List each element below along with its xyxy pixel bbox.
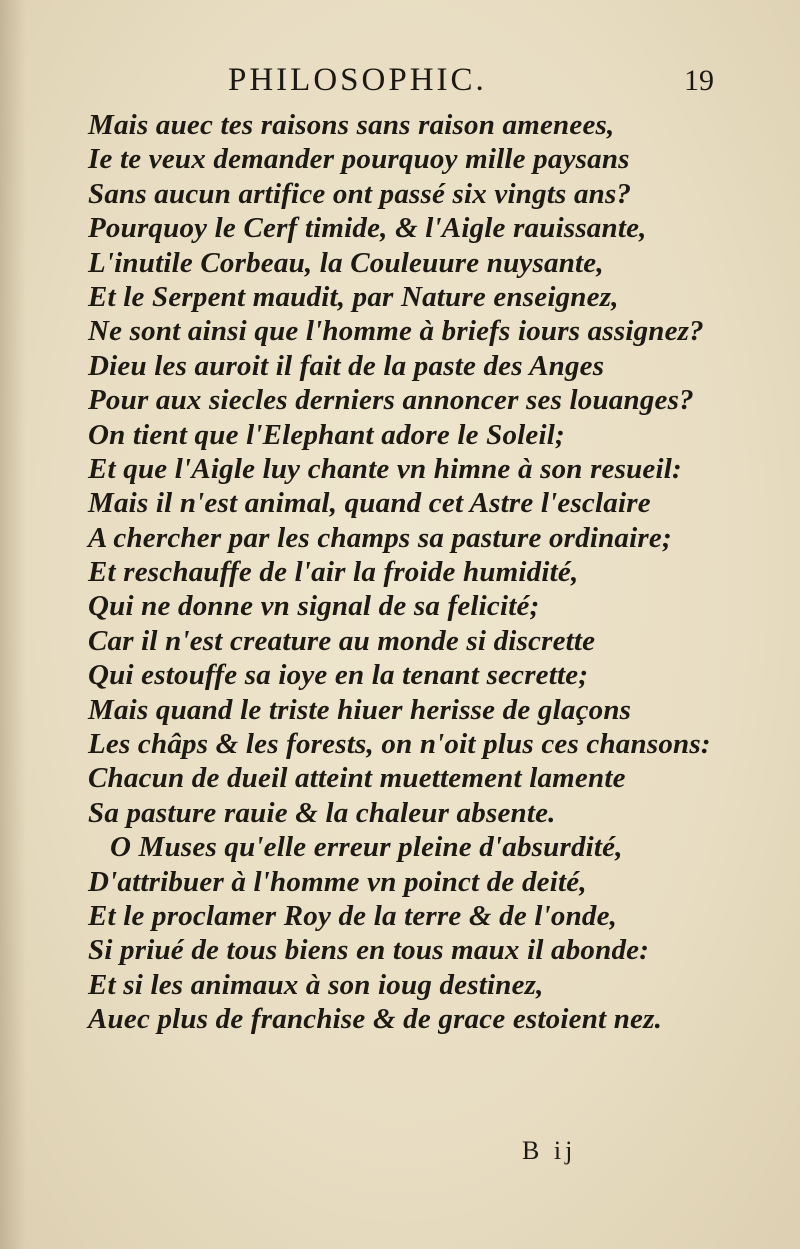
verse-line: Auec plus de franchise & de grace estoient nez.: [88, 1003, 663, 1036]
verse-line: Pourquoy le Cerf timide, & l'Aigle rauissante,: [88, 212, 647, 245]
verse-line: D'attribuer à l'homme vn poinct de deité,: [88, 865, 587, 898]
verse-line: O Muses qu'elle erreur pleine d'absurdité,: [110, 831, 623, 864]
verse-line: Dieu les auroit il fait de la paste des Anges: [88, 349, 605, 382]
verse-line: Sa pasture rauie & la chaleur absente.: [88, 796, 556, 829]
verse-line: On tient que l'Elephant adore le Soleil;: [88, 418, 565, 451]
verse-line: Et si les animaux à son ioug destinez,: [88, 968, 544, 1001]
verse-line: Si priué de tous biens en tous maux il abonde:: [88, 934, 650, 967]
verse-line: Qui ne donne vn signal de sa felicité;: [88, 590, 540, 623]
verse-line: Et reschauffe de l'air la froide humidité,: [88, 556, 579, 589]
page-header: [0, 62, 800, 106]
gutter-shadow: [0, 0, 26, 1249]
verse-line: L'inutile Corbeau, la Couleuure nuysante,: [88, 246, 604, 279]
verse-line: Et que l'Aigle luy chante vn himne à son resueil:: [88, 452, 682, 485]
verse-line: Mais quand le triste hiuer herisse de glaçons: [88, 693, 632, 726]
running-head: PHILOSOPHIC.: [228, 62, 487, 98]
verse-line: A chercher par les champs sa pasture ordinaire;: [88, 521, 672, 554]
verse-line: Et le Serpent maudit, par Nature enseignez,: [88, 280, 619, 313]
verse-line: Car il n'est creature au monde si discrette: [88, 624, 596, 657]
verse-line: Pour aux siecles derniers annoncer ses louanges?: [88, 384, 694, 417]
verse-line: Mais il n'est animal, quand cet Astre l'esclaire: [88, 487, 651, 520]
verse-line: Ie te veux demander pourquoy mille paysans: [88, 143, 630, 176]
page-number: 19: [684, 64, 714, 97]
signature-mark: B ij: [522, 1136, 577, 1165]
verse-line: Ne sont ainsi que l'homme à briefs iours assignez?: [88, 315, 704, 348]
verse-line: Chacun de dueil atteint muettement lamente: [88, 762, 626, 795]
verse-line: Qui estouffe sa ioye en la tenant secrette;: [88, 659, 589, 692]
verse-line: Et le proclamer Roy de la terre & de l'onde,: [88, 899, 618, 932]
verse-line: Les châps & les forests, on n'oit plus ces chansons:: [88, 728, 711, 761]
verse-line: Mais auec tes raisons sans raison amenees,: [88, 109, 615, 141]
verse-text-block: [88, 108, 711, 1037]
verse-line: Sans aucun artifice ont passé six vingts ans?: [88, 177, 632, 210]
